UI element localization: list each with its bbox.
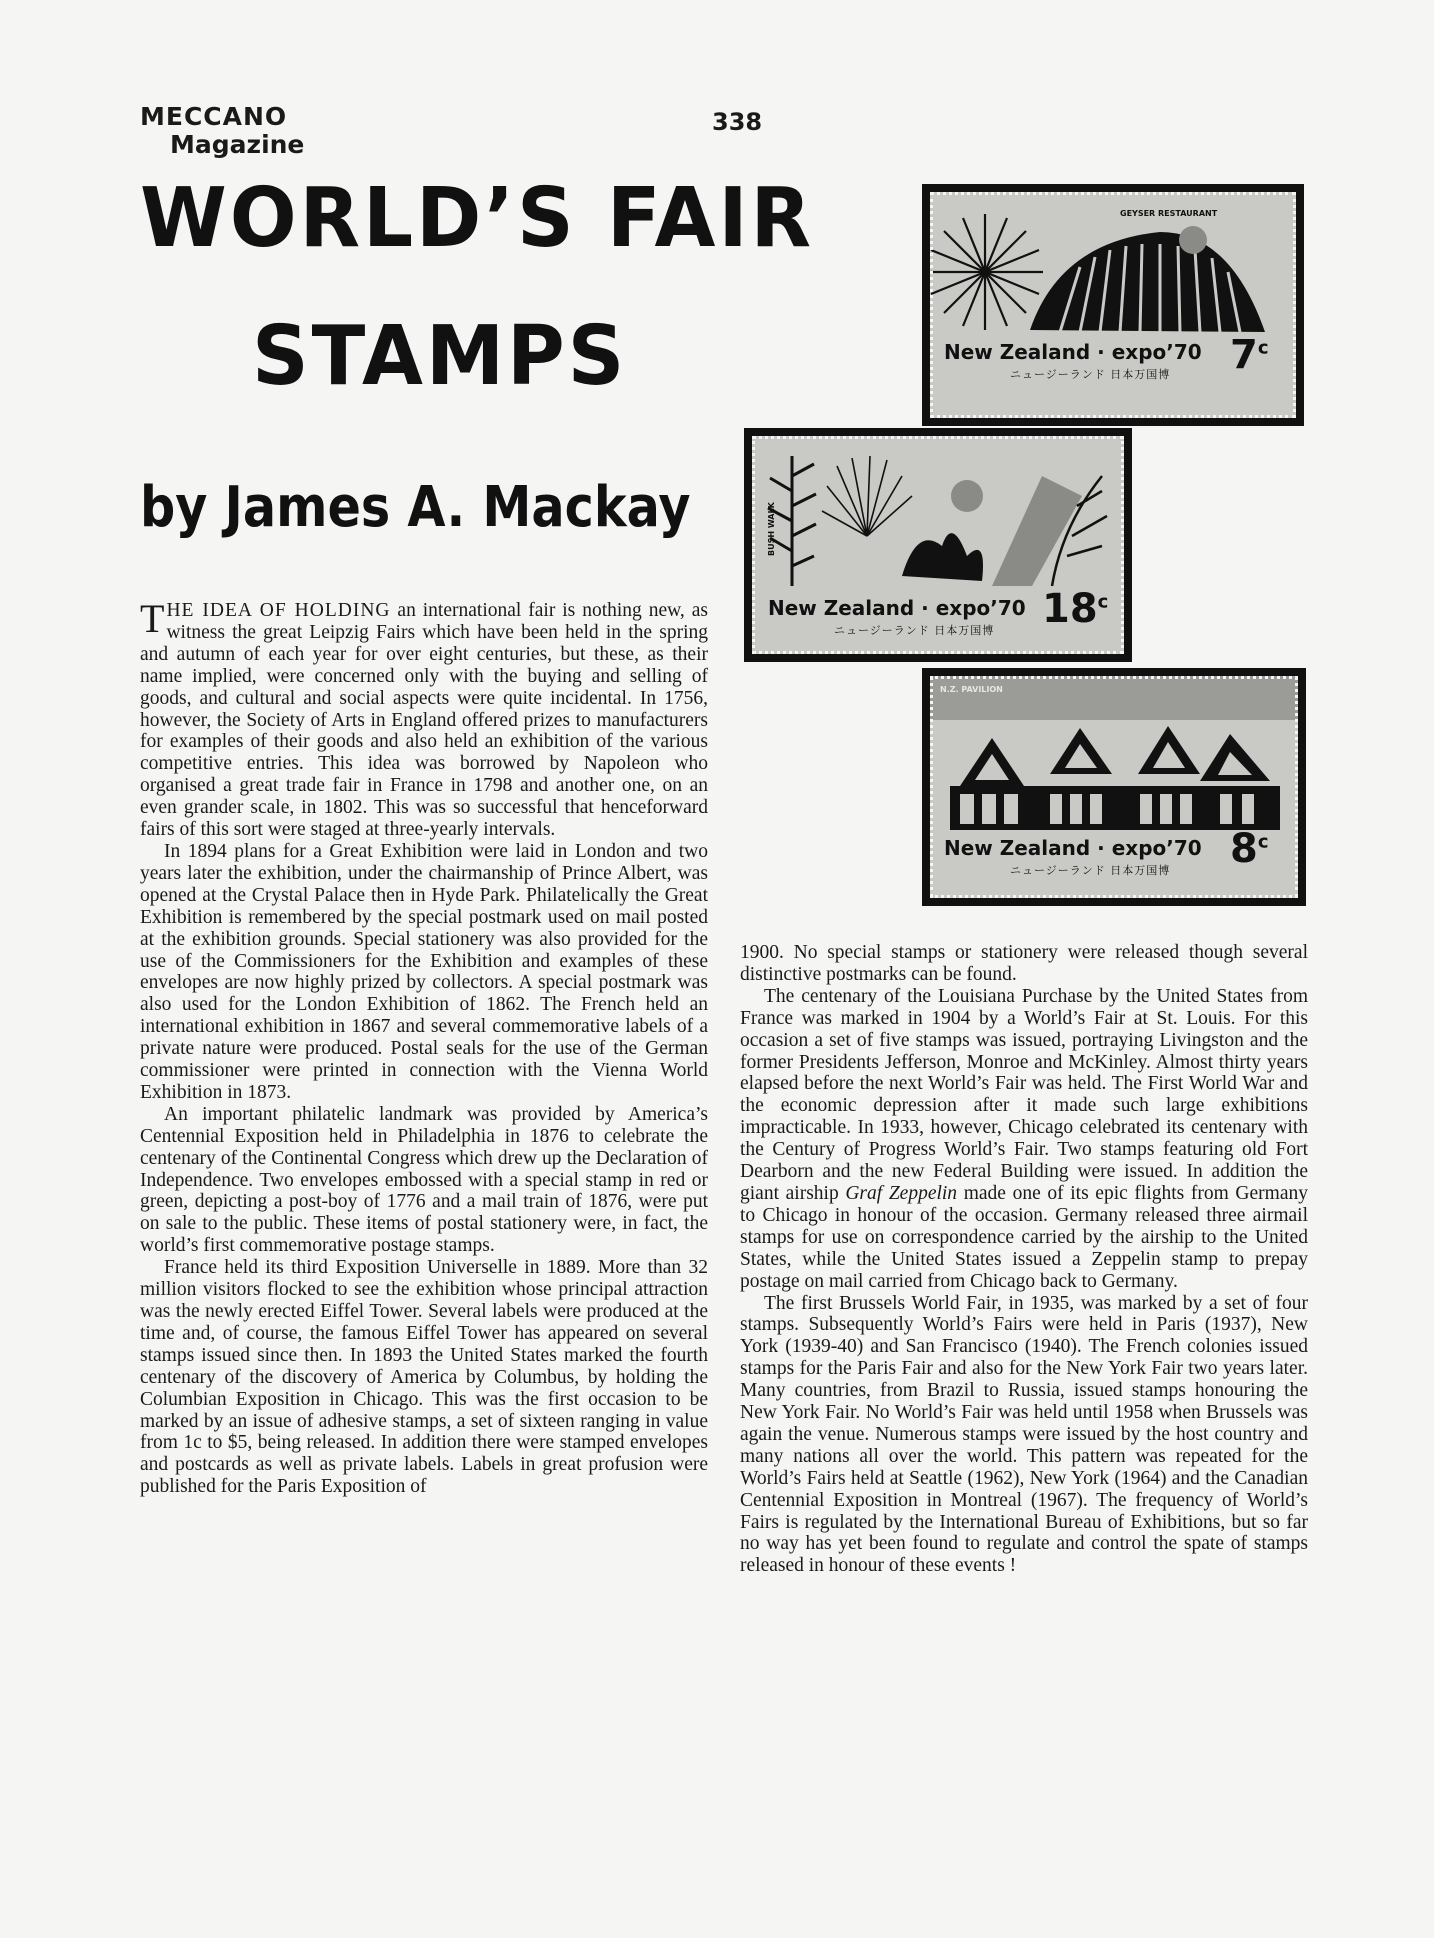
article-paragraph-1 — [140, 596, 708, 841]
stamp3-country: New Zealand · expo’70 — [944, 836, 1202, 860]
masthead-line1: MECCANO — [140, 102, 288, 131]
drop-cap: T — [140, 596, 165, 641]
paragraph-6-text-a: The centenary of the Louisiana Purchase by the United States from France was marked in 1904 by a World’s Fair at St. Louis. For this occasion a set of five stamps was issued, portraying Livingston and the former Presidents Jefferson, Monroe and McKinley. Almost thirty years elapsed before the next World’s Fair was held. The First World War and the economic depression after it made such large exhibitions impracticable. In 1933, however, Chicago celebrated its centenary with the Century of Progress World’s Fair. Two stamps featuring old Fort Dearborn and the new Federal Building were issued. In addition the giant airship — [740, 985, 1308, 1204]
stamp3-value — [1230, 826, 1269, 872]
lead-in: HE IDEA OF HOLDING — [166, 600, 391, 621]
article-column-right — [740, 942, 1308, 1577]
airship-name: Graf Zeppelin — [845, 1182, 958, 1204]
stamp1-country: New Zealand · expo’70 — [944, 340, 1202, 364]
stamp-geyser-restaurant — [922, 184, 1304, 426]
stamp1-caption: GEYSER RESTAURANT — [1120, 209, 1218, 218]
stamp1-value-number: 7 — [1230, 332, 1258, 378]
stamp2-caption: BUSH WALK — [767, 502, 776, 556]
title-line2: STAMPS — [252, 309, 628, 404]
masthead — [140, 104, 304, 157]
masthead-line2: Magazine — [170, 130, 305, 159]
stamp2-value — [1042, 586, 1108, 632]
stamp1-japanese-text: ニュージーランド 日本万国博 — [1010, 368, 1171, 381]
geyser-restaurant-illustration — [930, 192, 1296, 418]
stamp3-value-unit: c — [1257, 831, 1269, 853]
title-line1: WORLD’S FAIR — [140, 171, 815, 266]
article-paragraph-4: France held its third Exposition Universelle in 1889. More than 32 million visitors flocked to see the exhibition whose principal attraction was the newly erected Eiffel Tower. Several labels were produced at the time and, of course, the famous Eiffel Tower has appeared on several stamps issued since then. In 1893 the United States marked the fourth centenary of the discovery of America by Columbus, by holding the Columbian Exposition in Chicago. This was the first occasion to be marked by an issue of adhesive stamps, a set of sixteen ranging in value from 1c to $5, being released. In addition there were stamped envelopes and postcards as well as private labels. Labels in great profusion were published for the Paris Exposition of — [140, 1257, 708, 1498]
stamp3-japanese-text: ニュージーランド 日本万国博 — [1010, 864, 1171, 877]
article-paragraph-6 — [740, 986, 1308, 1293]
article-paragraph-7: The first Brussels World Fair, in 1935, was marked by a set of four stamps. Subsequently World’s Fairs were held in Paris (1937), New York (1939-40) and San Francisco (1940). The French colonies issued stamps for the Paris Fair and also for the New York Fair two years later. Many countries, from Brazil to Russia, issued stamps honouring the New York Fair. No World’s Fair was held until 1958 when Brussels was again the venue. Numerous stamps were issued by the host country and many nations all over the world. This pattern was repeated for the World’s Fairs held at Seattle (1962), New York (1964) and the Canadian Centennial Exposition in Montreal (1967). The frequency of World’s Fairs is regulated by the International Bureau of Exhibitions, but so far no way has yet been found to regulate and control the spate of stamps released in honour of these events ! — [740, 1292, 1308, 1577]
page-number: 338 — [712, 108, 763, 136]
stamp2-country: New Zealand · expo’70 — [768, 596, 1026, 620]
article-column-left — [140, 596, 708, 1498]
stamp2-value-unit: c — [1097, 591, 1109, 613]
paragraph-6-text-b: made one of its epic flights from Germany to Chicago in honour of the occasion. Germany released three airmail stamps for use on correspondence carried by the airship to the United States, while the United States issued a Zeppelin stamp to prepay postage on mail carried from Chicago back to Germany. — [740, 1182, 1308, 1292]
stamp1-value — [1230, 332, 1269, 378]
stamp3-caption: N.Z. PAVILION — [940, 685, 1003, 694]
article-paragraph-2: In 1894 plans for a Great Exhibition were laid in London and two years later the exhibition, under the chairmanship of Prince Albert, was opened at the Crystal Palace then in Hyde Park. Philatelically the Great Exhibition is remembered by the special postmark used on mail posted at the exhibition grounds. Special stationery was also provided for the use of the Commissioners for the Exhibition and examples of these envelopes are now highly prized by collectors. A special postmark was also used for the London Exhibition of 1862. The French held an international exhibition in 1867 and several commemorative labels of a private nature were produced. Postal seals for the use of the German commissioner were printed in connection with the Vienna World Exhibition in 1873. — [140, 840, 708, 1103]
stamp3-value-number: 8 — [1230, 826, 1258, 872]
article-paragraph-3: An important philatelic landmark was provided by America’s Centennial Exposition held in Philadelphia in 1876 to celebrate the centenary of the Continental Congress which drew up the Declaration of Independence. Two envelopes embossed with a special stamp in red or green, depicting a post-boy of 1776 and a mail train of 1876, were put on sale to the public. These items of postal stationery were, in fact, the world’s first commemorative postage stamps. — [140, 1103, 708, 1257]
article-paragraph-5: 1900. No special stamps or stationery were released though several distinctive postmarks can be found. — [740, 942, 1308, 985]
paragraph-1-text: an international fair is nothing new, as witness the great Leipzig Fairs which have been held in the spring and autumn of each year for over eight centuries, but these, as their name implied, were concerned only with the buying and selling of goods, and cultural and social aspects were quite incidental. In 1756, however, the Society of Arts in England offered prizes to manufacturers for examples of their goods and also held an exhibition of the various competitive entries. This idea was borrowed by Napoleon who organised a great trade fair in France in 1798 and another one, on an even grander scale, in 1802. This was so successful that henceforward fairs of this sort were staged at three-yearly intervals. — [140, 600, 708, 841]
stamp2-value-number: 18 — [1042, 586, 1098, 632]
stamp2-japanese-text: ニュージーランド 日本万国博 — [834, 624, 995, 637]
byline: by James A. Mackay — [140, 475, 691, 540]
stamp-nz-pavilion — [922, 668, 1306, 906]
stamp1-value-unit: c — [1257, 337, 1269, 359]
stamp-bush-walk — [744, 428, 1132, 662]
